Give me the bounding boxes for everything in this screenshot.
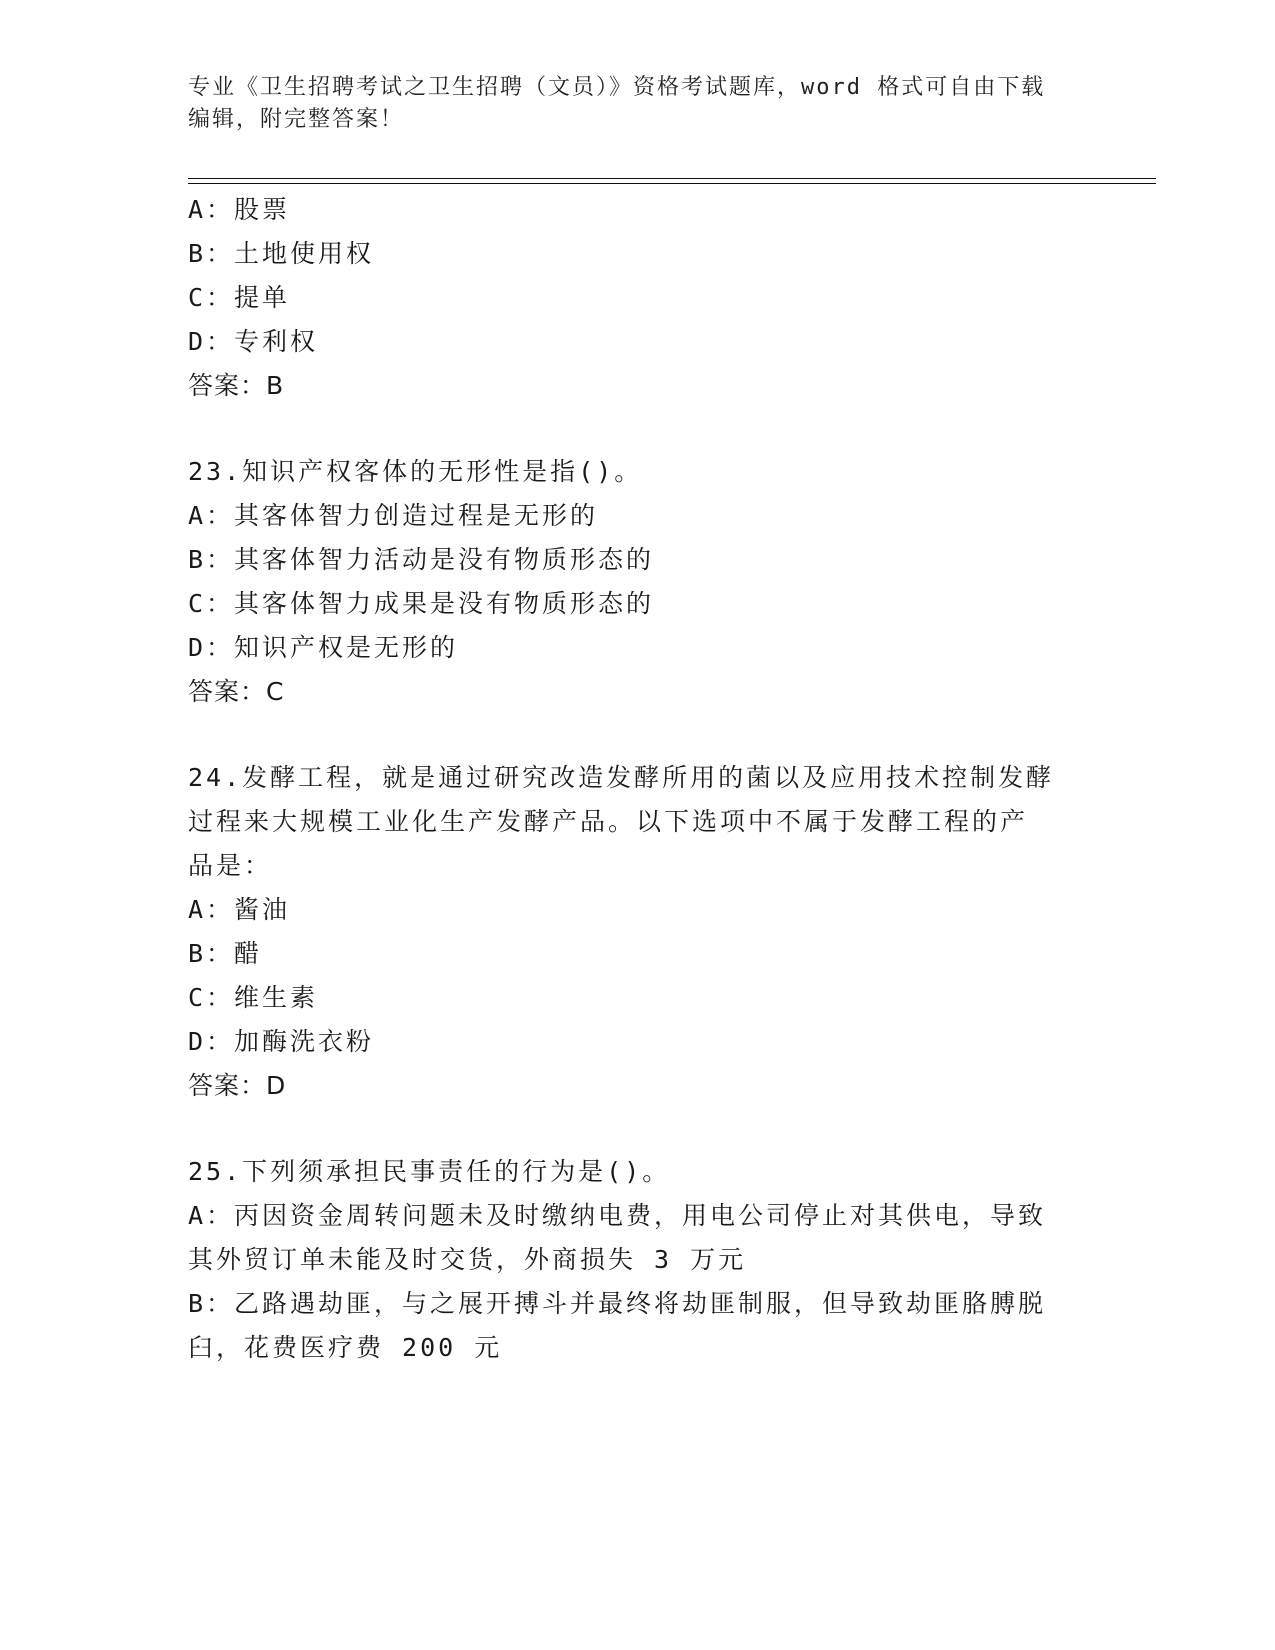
q24-answer: 答案：D xyxy=(188,1071,287,1100)
q25-option-b-line-2: 臼，花费医疗费 200 元 xyxy=(188,1333,503,1362)
q25-option-b-line-1: B：乙路遇劫匪，与之展开搏斗并最终将劫匪制服，但导致劫匪胳膊脱 xyxy=(188,1289,1047,1318)
q24-stem-line-2: 过程来大规模工业化生产发酵产品。以下选项中不属于发酵工程的产 xyxy=(188,807,1029,836)
q22-option-a: A：股票 xyxy=(188,195,291,224)
q25-option-a-line-1: A：丙因资金周转问题未及时缴纳电费，用电公司停止对其供电，导致 xyxy=(188,1201,1047,1230)
q24-option-c: C：维生素 xyxy=(188,983,319,1012)
q24-stem-line-1: 24.发酵工程，就是通过研究改造发酵所用的菌以及应用技术控制发酵 xyxy=(188,763,1055,792)
header-line-2: 编辑，附完整答案！ xyxy=(188,107,405,132)
q23-option-a: A：其客体智力创造过程是无形的 xyxy=(188,501,599,530)
q24-stem-line-3: 品是： xyxy=(188,851,273,880)
q25-stem: 25.下列须承担民事责任的行为是()。 xyxy=(188,1157,671,1186)
q22-option-d: D：专利权 xyxy=(188,327,319,356)
q23-option-b: B：其客体智力活动是没有物质形态的 xyxy=(188,545,655,574)
document-header xyxy=(188,72,1068,136)
q25-option-a-line-2: 其外贸订单未能及时交货，外商损失 3 万元 xyxy=(188,1245,747,1274)
q22-answer: 答案：B xyxy=(188,371,285,400)
header-divider-bottom xyxy=(188,183,1156,184)
q23-stem: 23.知识产权客体的无形性是指()。 xyxy=(188,457,643,486)
q24-option-d: D：加酶洗衣粉 xyxy=(188,1027,375,1056)
q22-option-c: C：提单 xyxy=(188,283,291,312)
q24-option-a: A：酱油 xyxy=(188,895,291,924)
header-divider-top xyxy=(188,178,1156,179)
header-line-1: 专业《卫生招聘考试之卫生招聘（文员）》资格考试题库，word 格式可自由下载 xyxy=(188,75,1046,100)
q23-answer: 答案：C xyxy=(188,677,285,706)
q24-option-b: B：醋 xyxy=(188,939,263,968)
q22-option-b: B：土地使用权 xyxy=(188,239,375,268)
q23-option-d: D：知识产权是无形的 xyxy=(188,633,459,662)
q23-option-c: C：其客体智力成果是没有物质形态的 xyxy=(188,589,655,618)
